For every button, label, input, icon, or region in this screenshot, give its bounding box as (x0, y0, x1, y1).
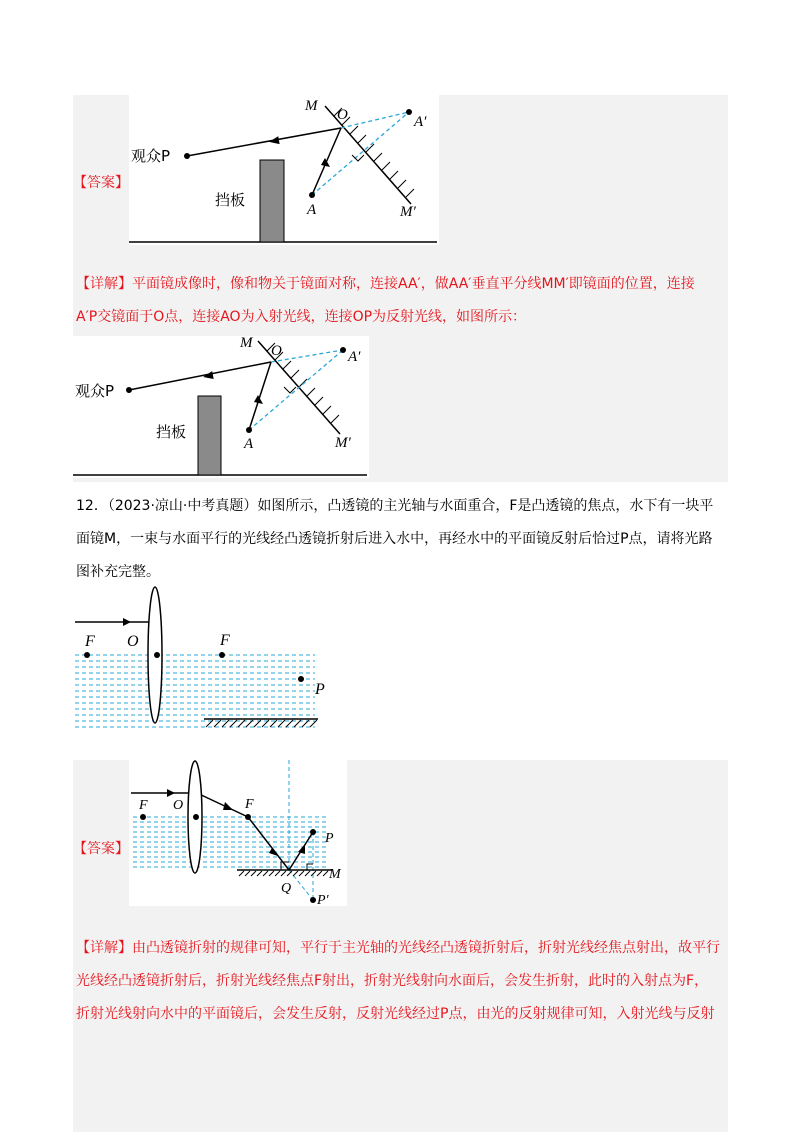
label-m-prime: M′ (400, 204, 416, 220)
question-line-1: 12．（2023·凉山·中考真题）如图所示，凸透镜的主光轴与水面重合，F是凸透镜的焦点，水下有一块平 (76, 498, 714, 514)
mirror-figure-detail (73, 336, 369, 478)
label-board: 挡板 (156, 423, 187, 441)
detail-tag: 【详解】 (76, 276, 132, 292)
answer-block-2 (73, 760, 728, 1132)
detail-line-1: 平面镜成像时，像和物关于镜面对称，连接AA′，做AA′垂直平分线MM′即镜面的位置，连接 (132, 276, 695, 292)
label-m: M (240, 335, 253, 351)
label-f-right: F (220, 632, 230, 649)
label-m-prime: M′ (335, 435, 351, 451)
label-f-right: F (245, 797, 254, 812)
question-line-3: 图补充完整。 (76, 564, 160, 580)
label-o: O (127, 633, 139, 650)
detail2-line-3: 折射光线射向水中的平面镜后，会发生反射，反射光线经过P点，由光的反射规律可知，入射光线与反射 (76, 1006, 715, 1022)
label-o: O (337, 107, 348, 123)
label-viewer: 观众P (75, 382, 115, 400)
label-a-prime: A′ (414, 114, 427, 130)
mirror-diagram-svg (129, 95, 439, 245)
label-board: 挡板 (215, 191, 246, 209)
label-o: O (271, 343, 282, 359)
label-p: P (315, 681, 325, 698)
label-q: Q (281, 881, 292, 896)
label-o: O (173, 798, 184, 813)
lens-figure-question (73, 580, 323, 735)
question-12 (76, 490, 726, 589)
detail-paragraph-2 (76, 932, 726, 1031)
detail2-line-2: 光线经凸透镜折射后，折射光线经焦点F射出，折射光线射向水面后，会发生折射，此时的入射点为F， (76, 973, 709, 989)
lens-figure-answer (129, 760, 347, 906)
answer-tag: 【答案】 (73, 841, 129, 857)
label-p: P (325, 831, 334, 846)
answer-tag: 【答案】 (73, 175, 129, 191)
detail-line-2: A′P交镜面于O点，连接AO为入射光线，连接OP为反射光线，如图所示： (76, 309, 527, 325)
label-m: M (329, 867, 341, 882)
answer-block-1 (73, 95, 728, 482)
detail2-line-1: 由凸透镜折射的规律可知，平行于主光轴的光线经凸透镜折射后，折射光线经焦点射出，故平行 (132, 940, 720, 956)
mirror-figure-answer (129, 95, 439, 245)
label-f-left: F (139, 798, 148, 813)
label-f-left: F (85, 633, 95, 650)
label-viewer: 观众P (131, 147, 171, 165)
lens-answer-svg (129, 760, 347, 906)
label-p-prime: P′ (317, 893, 329, 908)
label-a: A (244, 436, 254, 452)
lens-diagram-svg (73, 580, 323, 735)
detail-paragraph-1 (76, 268, 726, 334)
label-a-prime: A′ (348, 349, 361, 365)
detail-tag: 【详解】 (76, 940, 132, 956)
question-line-2: 面镜M，一束与水面平行的光线经凸透镜折射后进入水中，再经水中的平面镜反射后恰过P点，请将光路 (76, 531, 713, 547)
label-a: A (307, 202, 317, 218)
label-m: M (305, 98, 318, 114)
mirror-diagram-svg-2 (73, 336, 369, 478)
